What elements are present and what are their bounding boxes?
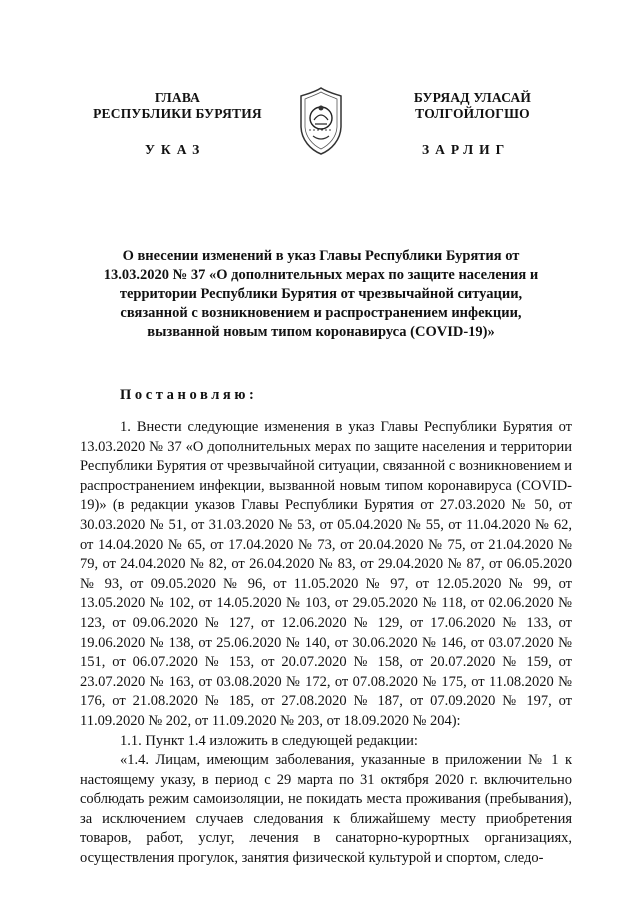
- issuer-line2-buryat: ТОЛГОЙЛОГШО: [415, 106, 530, 121]
- issuer-line2-russian: РЕСПУБЛИКИ БУРЯТИЯ: [93, 106, 262, 121]
- issuer-line1-russian: ГЛАВА: [154, 90, 201, 105]
- document-title: О внесении изменений в указ Главы Республики Бурятия от 13.03.2020 № 37 «О дополнительных мерах по защите населения и территории Республики Бурятия от чрезвычайной ситуации, связанной с возникновением и распространением инфекции, вызванной новым типом коронавируса (COVID-19)»: [103, 248, 539, 340]
- document-body: [80, 418, 572, 869]
- issuer-block-russian: [70, 90, 285, 122]
- paragraph: 1.1. Пункт 1.4 изложить в следующей редакции:: [120, 732, 418, 749]
- resolve-heading: Постановляю:: [120, 387, 258, 403]
- decree-label-buryat: ЗАРЛИГ: [422, 142, 511, 157]
- issuer-block-buryat: [365, 90, 580, 122]
- issuer-line1-buryat: БУРЯАД УЛАСАЙ: [413, 90, 532, 105]
- decree-label-russian: УКАЗ: [145, 142, 206, 157]
- buryatia-coat-of-arms-icon: [295, 84, 347, 156]
- paragraph: «1.4. Лицам, имеющим заболевания, указанные в приложении № 1 к настоящему указу, в период с 29 марта по 31 октября 2020 г. включительно соблюдать режим самоизоляции, не покидать места проживания (пребывания), за исключением случаев следования к ближайшему месту приобретения товаров, работ, услуг, лечения в санаторно-курортных организациях, осуществления прогулок, занятия физической культурой и спортом, следо-: [80, 752, 572, 867]
- paragraph: 1. Внести следующие изменения в указ Главы Республики Бурятия от 13.03.2020 № 37 «О дополнительных мерах по защите населения и территории Республики Бурятия от чрезвычайной ситуации, связанной с возникновением и распространением инфекции, вызванной новым типом коронавируса (COVID-19)» (в редакции указов Главы Республики Бурятия от 27.03.2020 № 50, от 30.03.2020 № 51, от 31.03.2020 № 53, от 05.04.2020 № 55, от 11.04.2020 № 62, от 14.04.2020 № 65, от 17.04.2020 № 73, от 20.04.2020 № 75, от 21.04.2020 № 79, от 24.04.2020 № 82, от 26.04.2020 № 83, от 29.04.2020 № 87, от 06.05.2020 № 93, от 09.05.2020 № 96, от 11.05.2020 № 97, от 12.05.2020 № 99, от 13.05.2020 № 102, от 14.05.2020 № 103, от 29.05.2020 № 118, от 02.06.2020 № 123, от 09.06.2020 № 127, от 12.06.2020 № 129, от 17.06.2020 № 133, от 19.06.2020 № 138, от 25.06.2020 № 140, от 30.06.2020 № 146, от 03.07.2020 № 151, от 06.07.2020 № 153, от 20.07.2020 № 158, от 20.07.2020 № 159, от 23.07.2020 № 163, от 03.08.2020 № 172, от 07.08.2020 № 175, от 11.08.2020 № 176, от 21.08.2020 № 185, от 27.08.2020 № 187, от 07.09.2020 № 197, от 11.09.2020 № 202, от 11.09.2020 № 203, от 18.09.2020 № 204):: [80, 419, 572, 729]
